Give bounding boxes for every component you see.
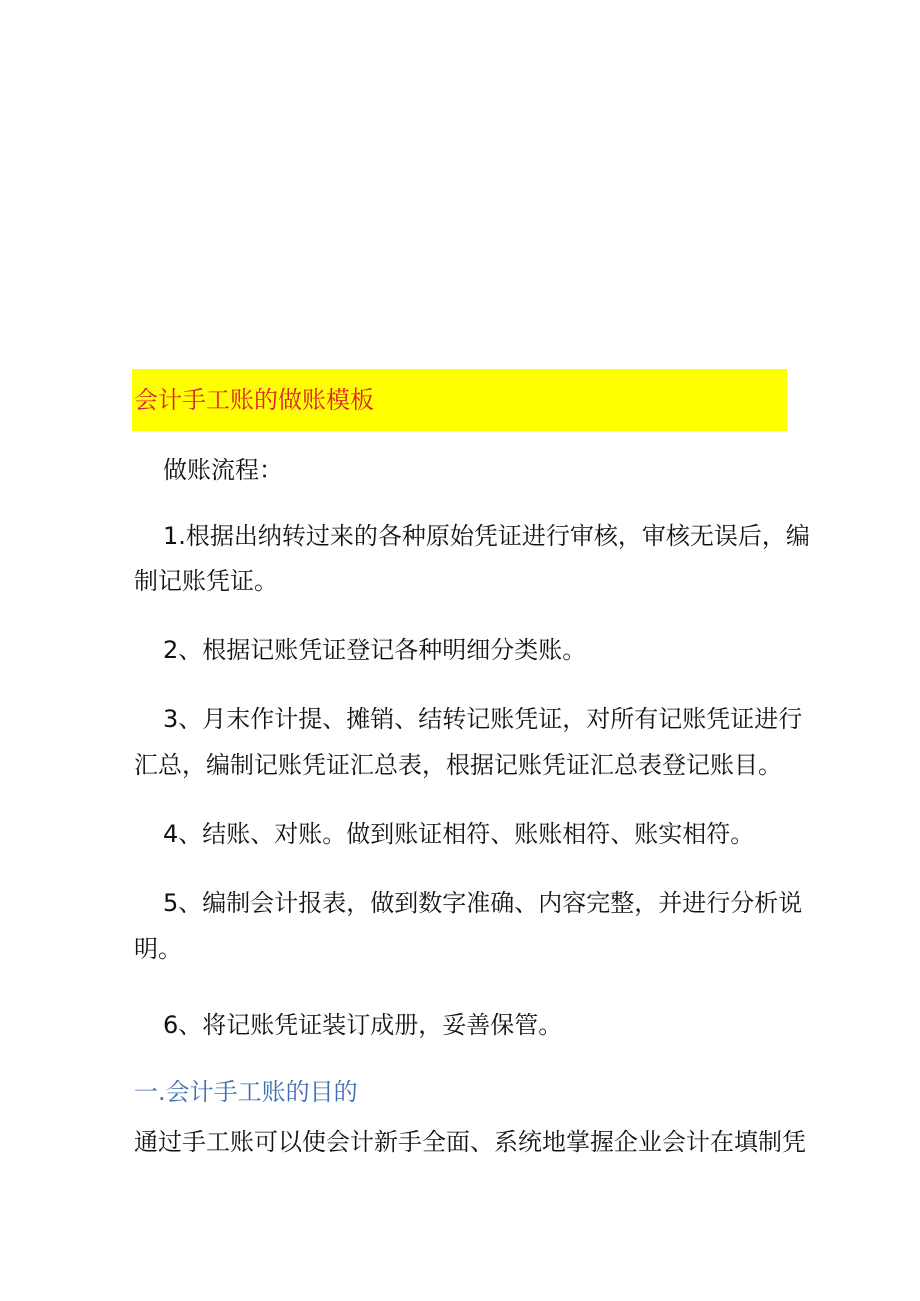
step-6-line-1: 6、将记账凭证装订成册，妥善保管。 [163,1011,563,1039]
document-title: 会计手工账的做账模板 [134,386,374,414]
step-5-line-2: 明。 [134,935,182,963]
step-4-line-1: 4、结账、对账。做到账证相符、账账相符、账实相符。 [163,820,755,848]
step-5-line-1: 5、编制会计报表，做到数字准确、内容完整，并进行分析说 [163,889,803,917]
step-1-line-1: 1.根据出纳转过来的各种原始凭证进行审核，审核无误后，编 [163,522,810,550]
title-highlight-bar [132,369,787,431]
flow-heading: 做账流程： [163,456,283,484]
section-heading: 一.会计手工账的目的 [134,1078,358,1106]
step-3-line-2: 汇总，编制记账凭证汇总表，根据记账凭证汇总表登记账目。 [134,751,782,779]
step-2-line-1: 2、根据记账凭证登记各种明细分类账。 [163,636,587,664]
step-3-line-1: 3、月末作计提、摊销、结转记账凭证，对所有记账凭证进行 [163,705,803,733]
section-body-line-1: 通过手工账可以使会计新手全面、系统地掌握企业会计在填制凭 [134,1128,806,1156]
step-1-line-2: 制记账凭证。 [134,567,278,595]
